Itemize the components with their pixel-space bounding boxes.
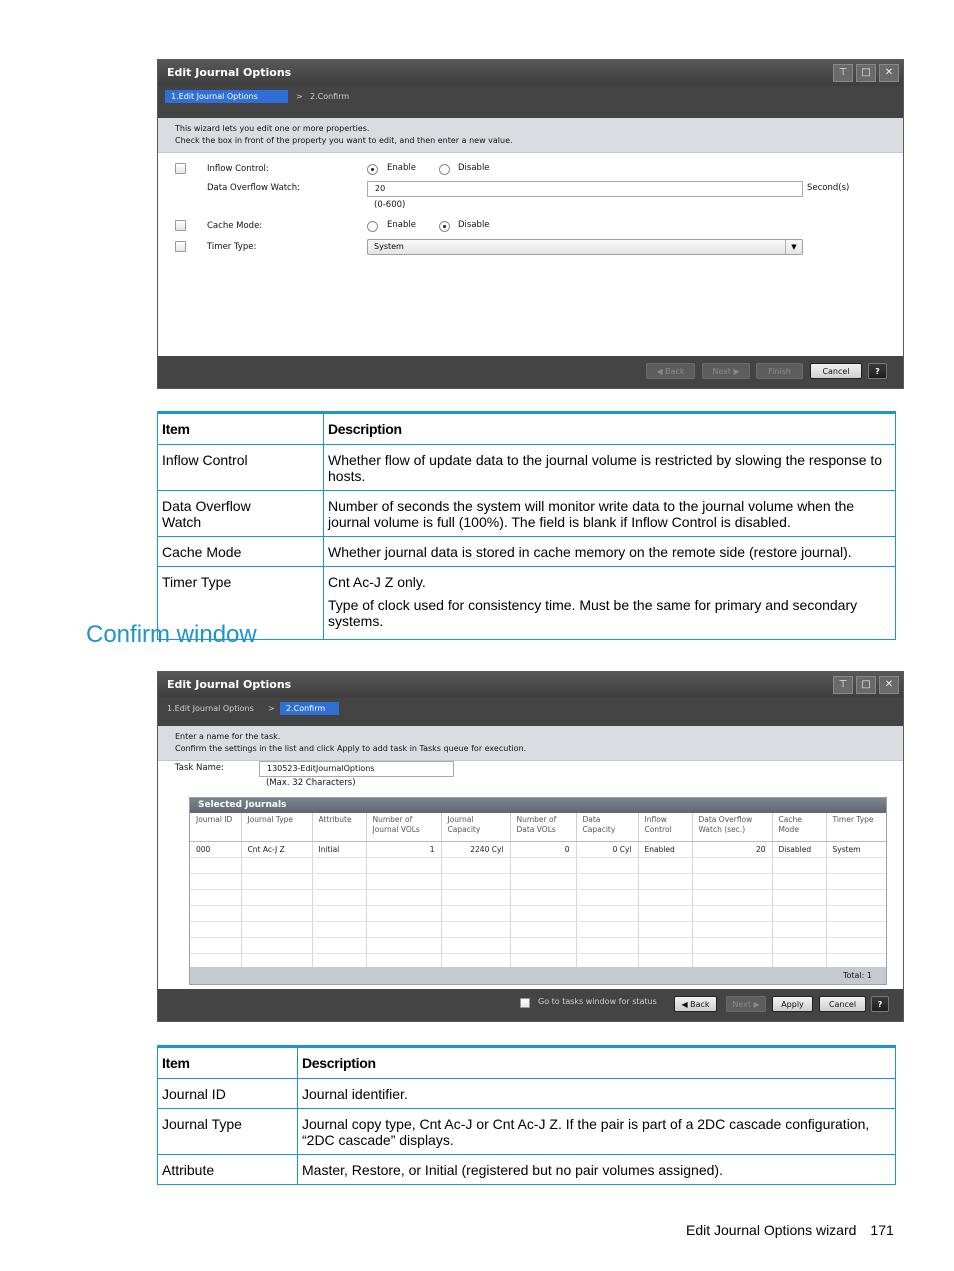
description-cell: Number of seconds the system will monitor write data to the journal volume when the journal volume is full (100%). The field is blank if Inflow Control is disabled. [324,491,896,537]
grid-title: Selected Journals [190,798,886,813]
grid-cell: 2240 Cyl [441,842,510,858]
table-row[interactable] [190,842,886,858]
step-separator: > [296,92,303,101]
empty-row [190,890,886,906]
data-overflow-watch-input[interactable]: 20 [367,181,803,197]
cache-mode-checkbox[interactable] [175,220,186,231]
page-footer [686,1222,894,1238]
step-confirm[interactable]: 2.Confirm [280,702,339,715]
maximize-icon[interactable]: □ [856,64,876,82]
grid-cell: 0 [510,842,576,858]
wizard-footer [158,989,903,1021]
edit-journal-options-window [157,59,904,389]
grid-cell: System [826,842,886,858]
cache-enable-label: Enable [387,220,416,230]
grid-cell: 20 [692,842,772,858]
column-header[interactable]: Cache Mode [772,813,826,842]
description-cell: Journal identifier. [298,1079,896,1109]
window-controls [833,64,899,82]
column-header[interactable]: Inflow Control [638,813,692,842]
cache-disable-radio[interactable] [439,221,450,232]
item-cell: Journal Type [158,1109,298,1155]
column-header[interactable]: Number of Journal VOLs [366,813,441,842]
grid-cell: Cnt Ac-J Z [241,842,312,858]
window-titlebar [158,672,903,698]
next-button[interactable]: Next ▶ [726,996,766,1012]
instructions [158,726,903,761]
table-row [158,445,896,491]
column-header[interactable]: Data Overflow Watch (sec.) [692,813,772,842]
goto-tasks-checkbox[interactable] [520,998,530,1008]
finish-button[interactable]: Finish [756,363,803,379]
seconds-unit-label: Second(s) [807,183,850,193]
step-confirm[interactable]: 2.Confirm [310,92,350,101]
confirm-description-table [157,1045,896,1185]
empty-row [190,874,886,890]
grid-cell: 1 [366,842,441,858]
description-header: Description [324,413,896,445]
table-row [158,567,896,640]
grid-cell: 0 Cyl [576,842,638,858]
timer-type-value: System [374,242,404,251]
column-header[interactable]: Journal ID [190,813,241,842]
cancel-button[interactable]: Cancel [810,363,862,379]
chevron-down-icon: ▼ [785,240,802,254]
instructions [158,118,903,153]
pin-icon[interactable]: ⊤ [833,676,853,694]
help-button[interactable]: ? [868,363,887,379]
timer-type-label: Timer Type: [207,242,257,252]
description-line: Cnt Ac-J Z only. [328,574,426,590]
selected-journals-grid [189,797,887,985]
description-cell: Whether journal data is stored in cache memory on the remote side (restore journal). [324,537,896,567]
description-cell [324,567,896,640]
instruction-line: Confirm the settings in the list and click Apply to add task in Tasks queue for execution. [175,744,527,753]
empty-row [190,922,886,938]
item-cell: Inflow Control [158,445,324,491]
table-header-row [158,1047,896,1079]
item-cell: Journal ID [158,1079,298,1109]
inflow-control-checkbox[interactable] [175,163,186,174]
inflow-disable-label: Disable [458,163,490,173]
maximize-icon[interactable]: □ [856,676,876,694]
range-hint: (0-600) [374,200,406,210]
table-row [158,491,896,537]
column-header[interactable]: Data Capacity [576,813,638,842]
timer-type-select[interactable] [367,239,803,255]
column-header[interactable]: Journal Type [241,813,312,842]
column-header[interactable]: Timer Type [826,813,886,842]
pin-icon[interactable]: ⊤ [833,64,853,82]
cache-mode-label: Cache Mode: [207,221,263,231]
page-number: 171 [870,1222,894,1238]
item-header: Item [158,1047,298,1079]
journals-table [190,813,887,985]
table-header-row [158,413,896,445]
item-cell: Data Overflow Watch [158,491,324,537]
apply-button[interactable]: Apply [772,996,813,1012]
instruction-line: Enter a name for the task. [175,732,281,741]
close-icon[interactable]: ✕ [879,676,899,694]
description-cell: Journal copy type, Cnt Ac-J or Cnt Ac-J Z. If the pair is part of a 2DC cascade configuration, “2DC cascade” displays. [298,1109,896,1155]
window-controls [833,676,899,694]
item-cell: Timer Type [158,567,324,640]
item-cell: Attribute [158,1155,298,1185]
step-edit-journal-options[interactable]: 1.Edit Journal Options [165,90,288,103]
cache-enable-radio[interactable] [367,221,378,232]
column-header[interactable]: Attribute [312,813,366,842]
inflow-enable-radio[interactable] [367,164,378,175]
window-titlebar [158,60,903,86]
inflow-enable-label: Enable [387,163,416,173]
timer-type-checkbox[interactable] [175,241,186,252]
wizard-steps [158,86,903,118]
next-button[interactable]: Next ▶ [702,363,750,379]
description-cell: Whether flow of update data to the journal volume is restricted by slowing the response to hosts. [324,445,896,491]
window-title: Edit Journal Options [167,678,292,691]
inflow-control-label: Inflow Control: [207,164,269,174]
window-title: Edit Journal Options [167,66,292,79]
instruction-line: This wizard lets you edit one or more properties. [175,124,370,133]
grid-cell: Disabled [772,842,826,858]
confirm-window [157,671,904,1022]
cache-disable-label: Disable [458,220,490,230]
grid-header-row [190,813,886,842]
table-row [158,1155,896,1185]
description-header: Description [298,1047,896,1079]
back-button[interactable]: ◀ Back [674,996,717,1012]
wizard-footer [158,356,903,388]
column-header[interactable]: Number of Data VOLs [510,813,576,842]
table-row [158,1109,896,1155]
task-name-input[interactable]: 130523-EditJournalOptions [259,761,454,777]
grid-total: Total: 1 [190,967,886,984]
empty-row [190,938,886,954]
instruction-line: Check the box in front of the property you want to edit, and then enter a new value. [175,136,513,145]
close-icon[interactable]: ✕ [879,64,899,82]
data-overflow-watch-label: Data Overflow Watch: [207,183,300,193]
task-name-hint: (Max. 32 Characters) [266,778,356,788]
help-button[interactable]: ? [871,996,889,1012]
inflow-disable-radio[interactable] [439,164,450,175]
goto-tasks-label: Go to tasks window for status [538,997,657,1006]
step-separator: > [268,704,275,713]
empty-row [190,906,886,922]
step-edit-journal-options[interactable]: 1.Edit Journal Options [167,704,254,713]
cancel-button[interactable]: Cancel [819,996,866,1012]
description-cell: Master, Restore, or Initial (registered but no pair volumes assigned). [298,1155,896,1185]
grid-cell: Enabled [638,842,692,858]
empty-row [190,858,886,874]
description-line: Type of clock used for consistency time. Must be the same for primary and secondary systems. [328,597,858,629]
footer-text: Edit Journal Options wizard [686,1222,857,1238]
grid-cell: 000 [190,842,241,858]
edit-options-description-table [157,411,896,640]
table-row [158,537,896,567]
item-header: Item [158,413,324,445]
table-row [158,1079,896,1109]
wizard-steps [158,698,903,726]
column-header[interactable]: Journal Capacity [441,813,510,842]
item-cell: Cache Mode [158,537,324,567]
task-name-label: Task Name: [175,763,224,773]
back-button[interactable]: ◀ Back [646,363,695,379]
section-title: Confirm window [86,621,257,648]
grid-cell: Initial [312,842,366,858]
